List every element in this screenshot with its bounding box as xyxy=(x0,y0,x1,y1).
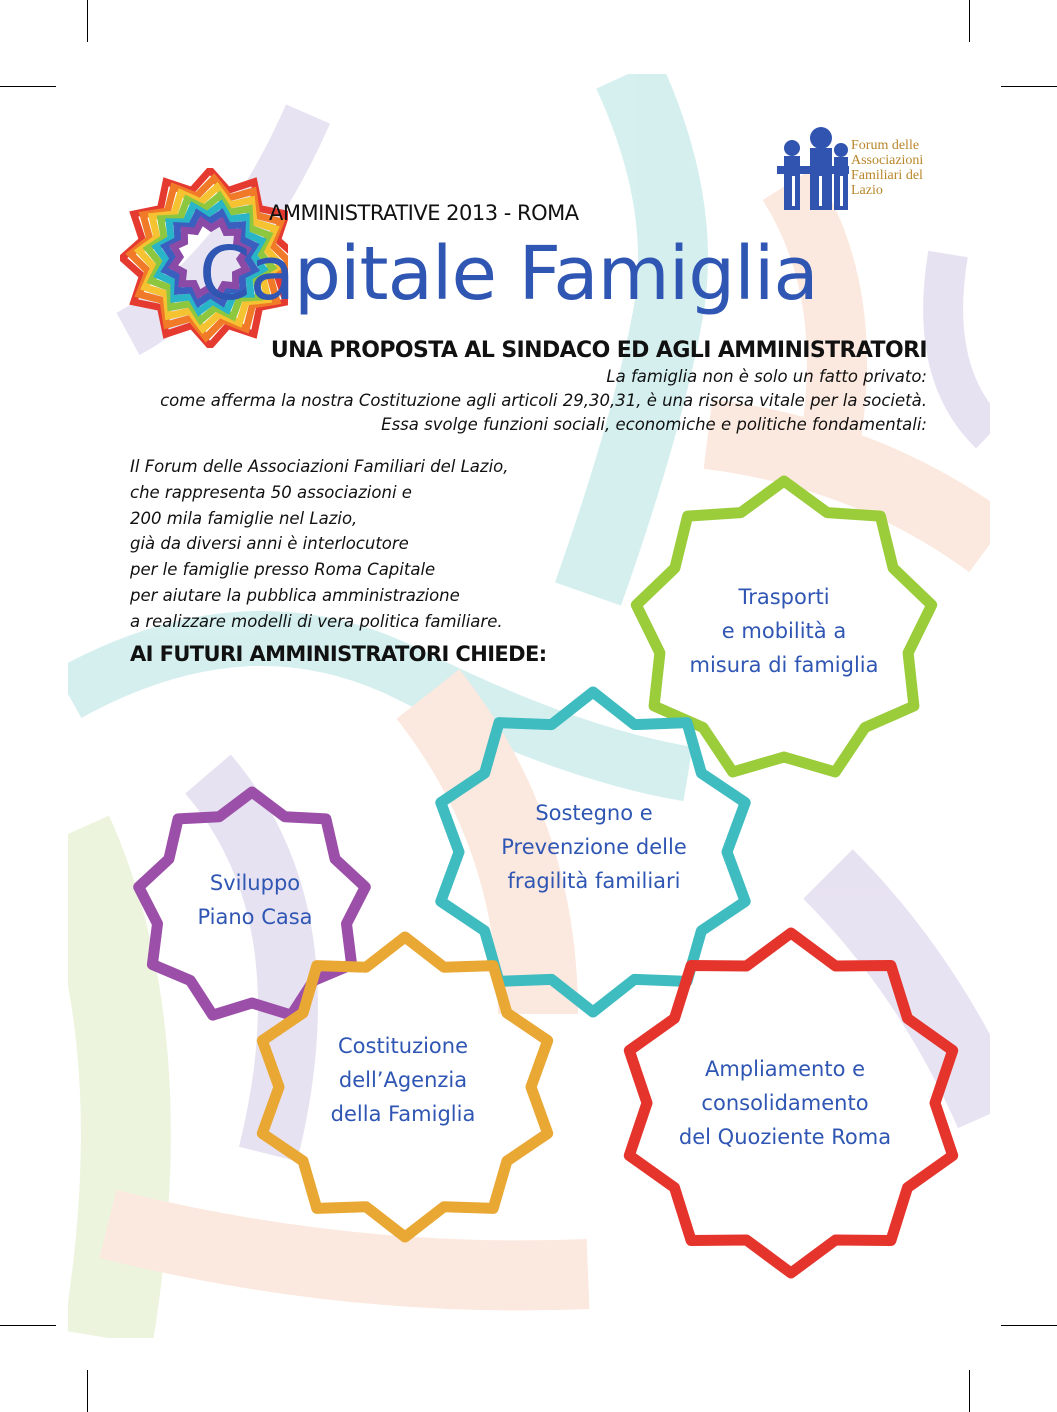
call-to-action: AI FUTURI AMMINISTRATORI CHIEDE: xyxy=(130,642,547,666)
intro-line: come afferma la nostra Costituzione agli articoli 29,30,31, è una risorsa vitale per la società. xyxy=(160,391,927,410)
intro-line: La famiglia non è solo un fatto privato: xyxy=(606,367,927,386)
body-line: per le famiglie presso Roma Capitale xyxy=(130,560,436,580)
proposal-line: fragilità familiari xyxy=(507,869,681,893)
logo-line: Forum delle xyxy=(851,138,920,153)
logo-line: Lazio xyxy=(851,183,883,198)
crop-mark xyxy=(87,1370,88,1412)
body-line: che rappresenta 50 associazioni e xyxy=(130,482,412,502)
crop-mark xyxy=(1001,1325,1057,1326)
logo-line: Associazioni xyxy=(851,153,924,168)
proposal-line: dell’Agenzia xyxy=(338,1068,468,1092)
subtitle: UNA PROPOSTA AL SINDACO ED AGLI AMMINISTRATORI xyxy=(270,338,927,363)
proposal-family-agency xyxy=(331,1029,476,1131)
body-line: 200 mila famiglie nel Lazio, xyxy=(130,508,358,528)
crop-mark xyxy=(0,1325,56,1326)
proposal-line: Sviluppo xyxy=(209,871,301,895)
crop-mark xyxy=(969,0,970,42)
proposal-line: del Quoziente Roma xyxy=(678,1125,892,1149)
crop-mark xyxy=(969,1370,970,1412)
crop-mark xyxy=(0,86,56,87)
body-line: a realizzare modelli di vera politica familiare. xyxy=(130,611,503,631)
proposal-line: Costituzione xyxy=(338,1034,468,1058)
page-title: Capitale Famiglia xyxy=(199,231,818,317)
proposal-quoziente-roma xyxy=(679,1052,891,1154)
proposal-line: della Famiglia xyxy=(330,1102,476,1126)
proposal-housing-plan xyxy=(197,866,312,934)
proposal-line: Prevenzione delle xyxy=(501,835,687,859)
proposal-line: Trasporti xyxy=(738,585,830,609)
proposal-line: consolidamento xyxy=(701,1091,869,1115)
proposal-line: e mobilità a xyxy=(721,619,847,643)
body-line: per aiutare la pubblica amministrazione xyxy=(130,585,460,605)
crop-mark xyxy=(87,0,88,42)
proposal-transport xyxy=(690,580,879,682)
flyer-page xyxy=(68,74,990,1338)
body-line: già da diversi anni è interlocutore xyxy=(130,534,409,554)
proposal-line: Ampliamento e xyxy=(704,1057,866,1081)
logo-line: Familiari del xyxy=(851,168,923,183)
proposal-fragility-support xyxy=(501,796,687,898)
body-line: Il Forum delle Associazioni Familiari del Lazio, xyxy=(130,457,509,476)
crop-mark xyxy=(1001,86,1057,87)
proposal-line: misura di famiglia xyxy=(689,653,879,677)
intro-line: Essa svolge funzioni sociali, economiche e politiche fondamentali: xyxy=(381,415,927,434)
kicker-text: AMMINISTRATIVE 2013 - ROMA xyxy=(269,201,579,225)
proposal-line: Sostegno e xyxy=(535,801,653,825)
proposal-line: Piano Casa xyxy=(197,905,313,929)
